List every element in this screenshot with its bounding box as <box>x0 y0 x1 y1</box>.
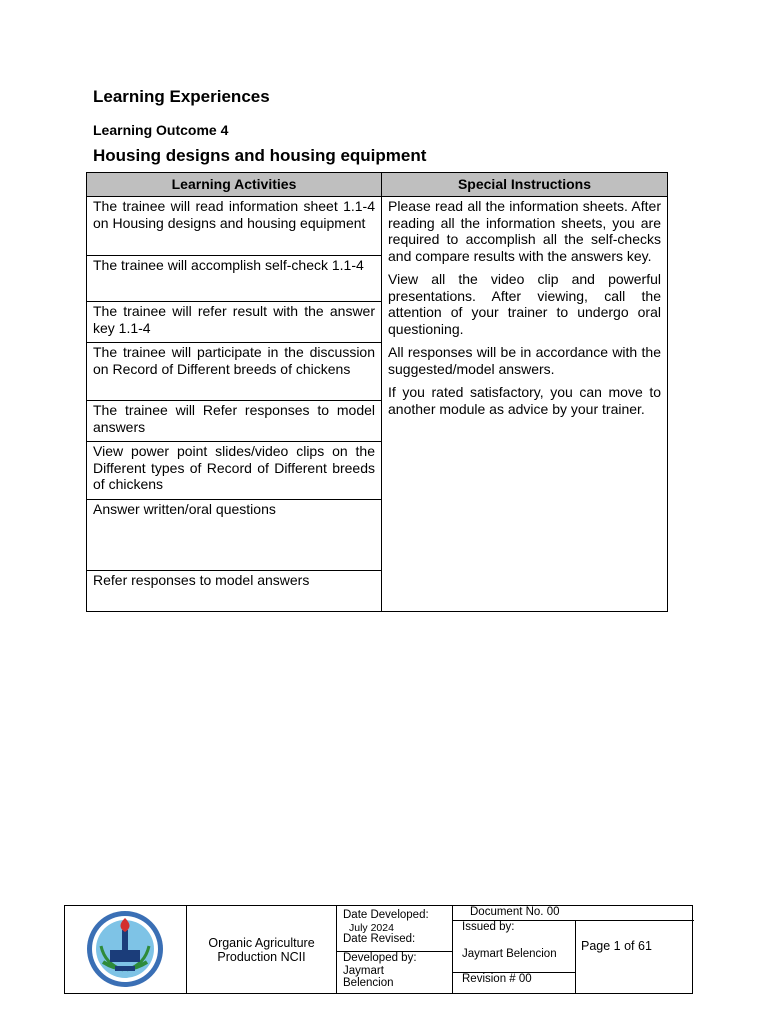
instruction-paragraph: Please read all the information sheets. After reading all the information sheets, you are required to accomplish all the self-checks and compare results with the answers key. <box>388 198 661 264</box>
document-footer <box>64 905 693 994</box>
activities-column <box>87 173 382 611</box>
issued-by-label: Issued by: <box>462 921 515 933</box>
activity-cell: The trainee will Refer responses to model answers <box>87 401 381 442</box>
developed-by-value: Jaymart Belencion <box>343 964 394 989</box>
topic-title: Housing designs and housing equipment <box>93 146 427 165</box>
instructions-column <box>382 173 667 611</box>
instruction-paragraph: All responses will be in accordance with the suggested/model answers. <box>388 344 661 377</box>
date-developed-label: Date Developed: <box>343 909 429 921</box>
instructions-header: Special Instructions <box>382 173 667 197</box>
instruction-paragraph: View all the video clip and powerful presentations. After viewing, call the attention of your trainer to undergo oral questioning. <box>388 271 661 337</box>
date-revised-label: Date Revised: <box>343 933 416 945</box>
page-number: Page 1 of 61 <box>581 939 652 953</box>
issue-block <box>453 906 694 993</box>
activity-cell: The trainee will participate in the discussion on Record of Different breeds of chickens <box>87 343 381 401</box>
developed-by <box>343 952 448 990</box>
developed-by-label: Developed by: <box>343 952 417 964</box>
issued-by-value: Jaymart Belencion <box>462 948 557 960</box>
activity-cell: The trainee will refer result with the answer key 1.1-4 <box>87 302 381 343</box>
activity-cell: Answer written/oral questions <box>87 500 381 571</box>
activity-cell: View power point slides/video clips on the Different types of Record of Different breeds of chickens <box>87 442 381 500</box>
revision-number: Revision # 00 <box>462 973 532 985</box>
dates-block <box>337 906 453 993</box>
date-developed-value: July 2024 <box>349 922 394 934</box>
page-heading: Learning Experiences <box>93 87 270 106</box>
activity-cell: The trainee will read information sheet 1.1-4 on Housing designs and housing equipment <box>87 197 381 256</box>
course-title: Organic Agriculture Production NCII <box>187 906 337 993</box>
activity-cell: The trainee will accomplish self-check 1.1-4 <box>87 256 381 302</box>
activities-header: Learning Activities <box>87 173 381 197</box>
institution-logo <box>65 906 187 993</box>
document-number: Document No. 00 <box>470 906 560 918</box>
instruction-paragraph: If you rated satisfactory, you can move to another module as advice by your trainer. <box>388 384 661 417</box>
learning-table <box>86 172 668 612</box>
learning-outcome: Learning Outcome 4 <box>93 122 229 138</box>
activity-cell: Refer responses to model answers <box>93 572 310 588</box>
instructions-text <box>382 197 667 417</box>
